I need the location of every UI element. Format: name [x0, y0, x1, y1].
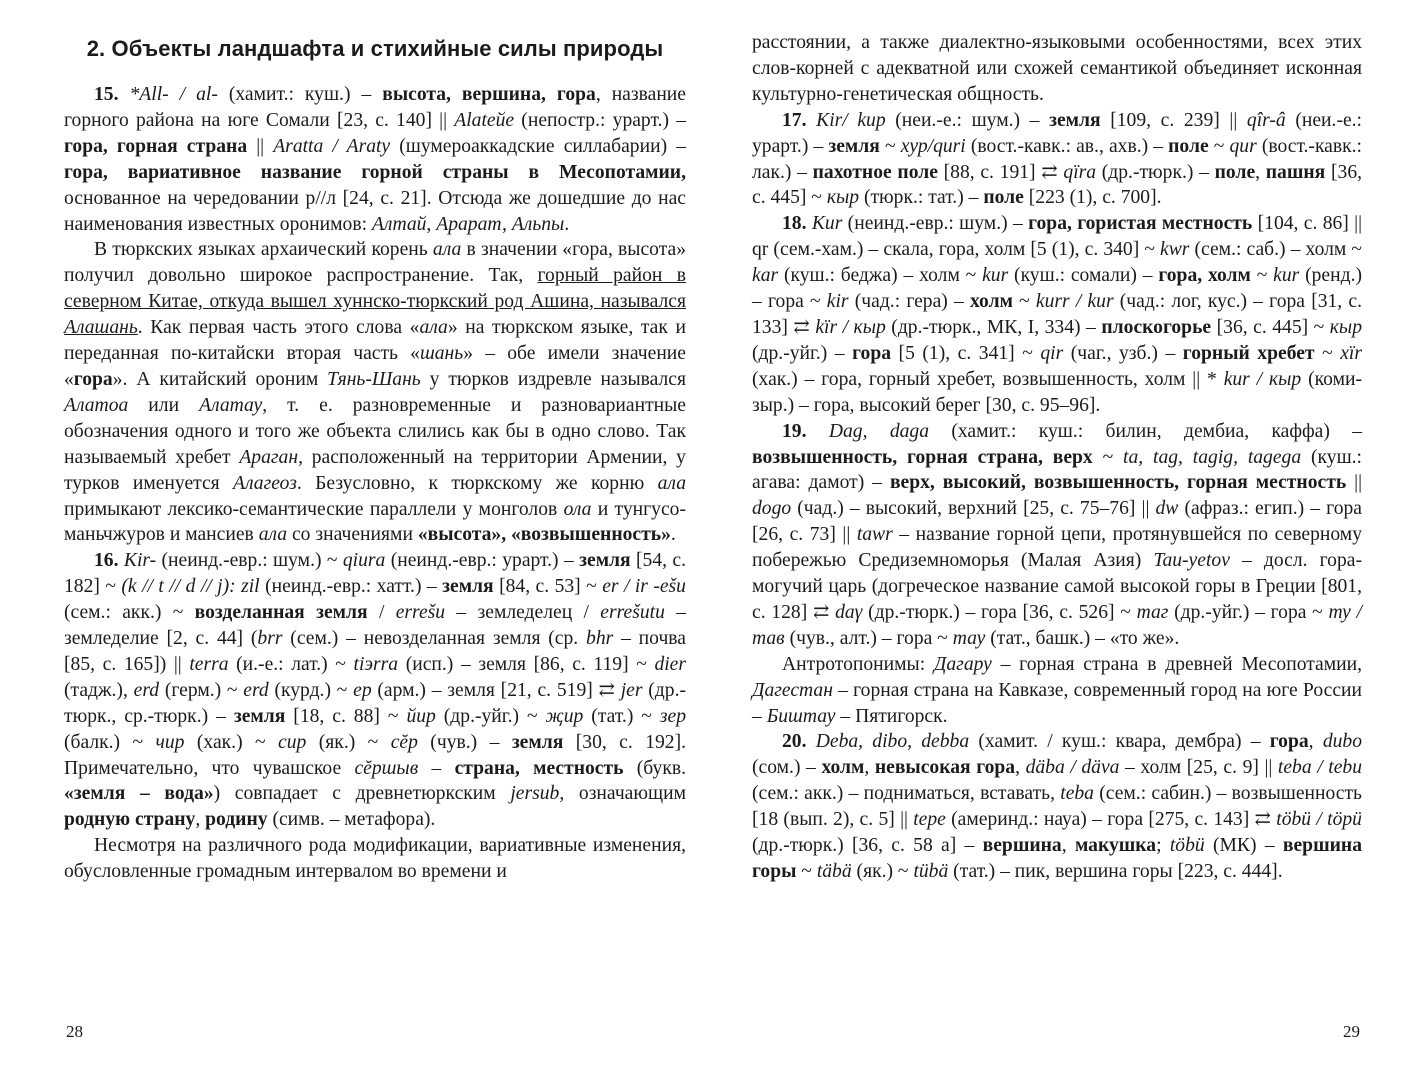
paragraph-15: 15. *All- / al- (хамит.: куш.) – высота, вершина, гора, название горного района на юге Сомали [23, с. 140] || Alateйe (непостр.: урарт.) – гора, горная страна || Aratta / Araty (шумероаккадские силлабарии) – гора, вариативное название горной страны в Месопотамии, основанное на чередовании р//л [24, с. 21]. Отсюда же дошедшие до нас наименования известных оронимов: Алтай, Арарат, Альпы. — [64, 84, 686, 235]
paragraph-modifications: Несмотря на различного рода модификации, вариативные изменения, обусловленные громадным интервалом во времени и — [64, 835, 686, 883]
left-page — [64, 30, 686, 885]
right-page — [752, 30, 1362, 885]
section-heading: 2. Объекты ландшафта и стихийные силы природы — [86, 36, 664, 61]
paragraph-20: 20. Deba, dibo, debba (хамит. / куш.: квара, дембра) – гора, dubo (сом.) – холм, невысокая гора, däba / däva – холм [25, с. 9] || teba / tebu (сем.: акк.) – подниматься, вставать, teba (сем.: сабин.) – возвышенность [18 (вып. 2), с. 5] || tepe (америнд.: науа) – гора [275, с. 143] ⇄ töbü / töpü (др.-тюрк.) [36, с. 58 a] – вершина, макушка; töbü (МК) – вершина горы ~ täbä (як.) ~ tübä (тат.) – пик, вершина горы [223, с. 444]. — [752, 731, 1362, 882]
page-number-left: 28 — [66, 1022, 83, 1041]
paragraph-anthroponyms: Антротопонимы: Дагару – горная страна в древней Месопотамии, Дагестан – горная страна на Кавказе, современный город на юге России – Биштау – Пятигорск. — [752, 653, 1362, 727]
left-page-body — [64, 82, 686, 885]
paragraph-18: 18. Kur (неинд.-евр.: шум.) – гора, гористая местность [104, с. 86] || qr (сем.-хам.) – скала, гора, холм [5 (1), с. 340] ~ kwr (сем.: саб.) – холм ~ kar (куш.: беджа) – холм ~ kur (куш.: сомали) – гора, холм ~ kur (ренд.) – гора ~ kir (чад.: гера) – холм ~ kurr / kur (чад.: лог, кус.) – гора [31, с. 133] ⇄ kïr / кыр (др.-тюрк., МК, I, 334) – плоскогорье [36, с. 445] ~ кыр (др.-уйг.) – гора [5 (1), с. 341] ~ qir (чаг., узб.) – горный хребет ~ xïr (хак.) – гора, горный хребет, возвышенность, холм || * kur / кыр (коми-зыр.) – гора, высокий берег [30, с. 95–96]. — [752, 213, 1363, 416]
paragraph-17: 17. Kir/ kup (неи.-е.: шум.) – земля [109, с. 239] || qîr-â (неи.-е.: урарт.) – земля ~ хур/quri (вост.-кавк.: ав., ахв.) – поле ~ qur (вост.-кавк.: лак.) – пахотное поле [88, с. 191] ⇄ qïra (др.-тюрк.) – поле, пашня [36, с. 445] ~ кыр (тюрк.: тат.) – поле [223 (1), с. 700]. — [752, 109, 1363, 209]
page-number-right: 29 — [1343, 1022, 1360, 1041]
paragraph-continuation: расстоянии, а также диалектно-языковыми особенностями, всех этих слов-корней с адекватной или схожей семантикой объединяет исконная культурно-генетическая общность. — [752, 32, 1362, 105]
paragraph-turkic-ala: В тюркских языках архаический корень ала в значении «гора, высота» получил довольно широкое распространение. Так, горный район в северном Китае, откуда вышел хуннско-тюркский род Ашина, назывался Алашань. Как первая часть этого слова «ала» на тюркском языке, так и переданная по-китайски вторая часть «шань» – обе имели значение «гора». А китайский ороним Тянь-Шань у тюрков издревле назывался Алатоа или Алатау, т. е. разновременные и разновариантные обозначения одного и того же объекта слились как бы в одно слово. Так называемый хребет Араган, расположенный на территории Армении, у турков именуется Алагеоз. Безусловно, к тюркскому же корню ала примыкают лексико-семантические параллели у монголов ола и тунгусо-маньчжуров и мансиев ала со значениями «высота», «возвышенность». — [64, 239, 687, 546]
paragraph-16: 16. Kir- (неинд.-евр.: шум.) ~ qiura (неинд.-евр.: урарт.) – земля [54, с. 182] ~ (k // t // d // j): zil (неинд.-евр.: хатт.) – земля [84, с. 53] ~ er / ir -ešu (сем.: акк.) ~ возделанная земля / errešu – земледелец / errešutu – земледелие [2, с. 44] (brr (сем.) – невозделанная земля (ср. bhr – почва [85, с. 165]) || terra (и.-е.: лат.) ~ tiэrra (исп.) – земля [86, с. 119] ~ dier (тадж.), erd (герм.) ~ erd (курд.) ~ ер (арм.) – земля [21, с. 519] ⇄ jer (др.-тюрк., ср.-тюрк.) – земля [18, с. 88] ~ йир (др.-уйг.) ~ җир (тат.) ~ зер (балк.) ~ чир (хак.) ~ сир (як.) ~ сĕр (чув.) – земля [30, с. 192]. Примечательно, что чувашское сĕршыв – страна, местность (букв. «земля – вода») совпадает с древнетюркским jersub, означающим родную страну, родину (симв. – метафора). — [64, 550, 687, 831]
paragraph-19: 19. Dag, daga (хамит.: куш.: билин, дембиа, каффа) – возвышенность, горная страна, верх ~ ta, tag, tagig, tagega (куш.: агава: дамот) – верх, высокий, возвышенность, горная местность || dogo (чад.) – высокий, верхний [25, с. 75–76] || dw (афраз.: егип.) – гора [26, с. 73] || tawr – название горной цепи, протянувшейся по северному побережью Средиземноморья (Малая Азия) Tau-yetov – досл. гора-могучий царь (догреческое название самой высокой горы в Греции [801, с. 128] ⇄ daγ (др.-тюрк.) – гора [36, с. 526] ~ таг (др.-уйг.) – гора ~ ту / тав (чув., алт.) – гора ~ тау (тат., башк.) – «то же». — [752, 420, 1363, 649]
right-page-body — [752, 30, 1362, 885]
